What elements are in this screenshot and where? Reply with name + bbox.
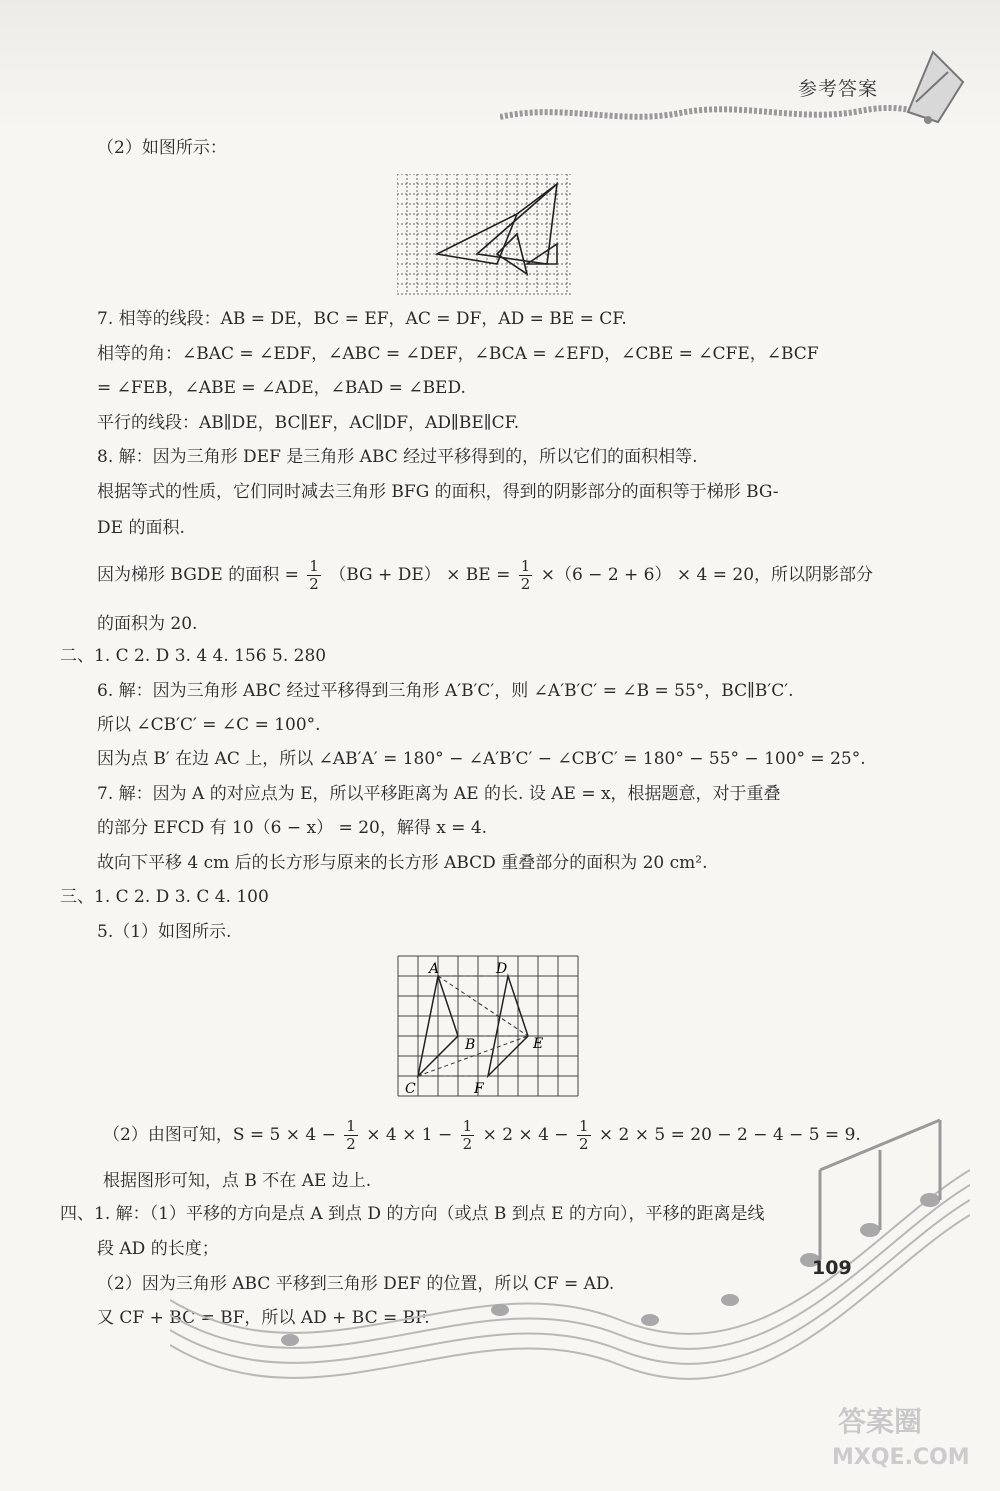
text-segment: （2）由图可知，S = 5 × 4 − xyxy=(103,1125,336,1145)
section-two-answers: 二、1. C 2. D 3. 4 4. 156 5. 280 xyxy=(60,646,327,666)
watermark-logo: 答案圈 xyxy=(838,1405,923,1438)
fraction: $\frac{1}{2}$ xyxy=(520,557,531,593)
formula-line xyxy=(97,558,873,593)
text-line: 所以 ∠CB′C′ = ∠C = 100°. xyxy=(97,715,321,735)
text-segment: （BG + DE） × BE = xyxy=(329,565,511,585)
text-line: 段 AD 的长度； xyxy=(97,1239,219,1259)
text-line: （2）如图所示： xyxy=(97,138,227,158)
page-number: 109 xyxy=(812,1257,852,1279)
text-line: 7. 解：因为 A 的对应点为 E，所以平移距离为 AE 的长. 设 AE = x，根据题意，对于重叠 xyxy=(97,784,781,804)
text-line: 根据图形可知，点 B 不在 AE 边上. xyxy=(103,1171,372,1191)
text-line: 又 CF + BC = BF，所以 AD + BC = BF. xyxy=(97,1308,430,1328)
text-line: 平行的线段：AB∥DE，BC∥EF，AC∥DF，AD∥BE∥CF. xyxy=(97,413,520,433)
point-label-a: A xyxy=(429,961,440,977)
triangles xyxy=(437,184,557,274)
text-segment: 因为梯形 BGDE 的面积 = xyxy=(97,565,299,585)
fraction: $\frac{1}{2}$ xyxy=(346,1117,356,1153)
triangles xyxy=(418,976,528,1076)
header-title: 参考答案 xyxy=(797,78,878,100)
text-line: 5.（1）如图所示. xyxy=(97,922,232,942)
figure-translation-grid xyxy=(397,955,579,1097)
text-segment: × 2 × 5 = 20 − 2 − 4 − 5 = 9. xyxy=(598,1125,861,1145)
text-line: 的部分 EFCD 有 10（6 − x） = 20，解得 x = 4. xyxy=(97,818,488,838)
section-four-answer: 四、1. 解：（1）平移的方向是点 A 到点 D 的方向（或点 B 到点 E 的方向），平移的距离是线 xyxy=(60,1204,765,1224)
text-line: 6. 解：因为三角形 ABC 经过平移得到三角形 A′B′C′，则 ∠A′B′C′ = ∠B = 55°，BC∥B′C′. xyxy=(97,681,794,701)
fraction: $\frac{1}{2}$ xyxy=(309,557,319,593)
text-line: 根据等式的性质，它们同时减去三角形 BFG 的面积，得到的阴影部分的面积等于梯形 BG- xyxy=(97,482,779,502)
text-line: 相等的角：∠BAC = ∠EDF，∠ABC = ∠DEF，∠BCA = ∠EFD，∠CBE = ∠CFE，∠BCF xyxy=(97,344,819,364)
text-segment: × 2 × 4 − xyxy=(482,1125,569,1145)
point-label-e: E xyxy=(533,1036,544,1052)
fraction: $\frac{1}{2}$ xyxy=(462,1117,473,1153)
text-line: 故向下平移 4 cm 后的长方形与原来的长方形 ABCD 重叠部分的面积为 20 cm². xyxy=(97,853,708,873)
section-three-answers: 三、1. C 2. D 3. C 4. 100 xyxy=(60,887,269,907)
point-label-c: C xyxy=(405,1081,416,1097)
text-line: 的面积为 20. xyxy=(97,614,198,634)
text-line: 8. 解：因为三角形 DEF 是三角形 ABC 经过平移得到的，所以它们的面积相等. xyxy=(97,447,698,467)
watermark-url: MXQE.COM xyxy=(832,1445,970,1470)
text-line: （2）因为三角形 ABC 平移到三角形 DEF 的位置，所以 CF = AD. xyxy=(97,1274,615,1294)
fraction: $\frac{1}{2}$ xyxy=(578,1117,589,1153)
pencil-hat-icon xyxy=(888,42,978,132)
figure-triangles-grid xyxy=(397,174,572,296)
point-label-b: B xyxy=(465,1037,476,1053)
text-line: 7. 相等的线段：AB = DE，BC = EF，AC = DF，AD = BE = CF. xyxy=(97,309,627,329)
text-segment: × 4 × 1 − xyxy=(366,1125,453,1145)
header-wave-decoration xyxy=(500,95,920,135)
point-label-d: D xyxy=(496,961,508,977)
text-line: DE 的面积. xyxy=(97,518,185,538)
text-line: = ∠FEB，∠ABE = ∠ADE，∠BAD = ∠BED. xyxy=(97,378,466,398)
point-label-f: F xyxy=(474,1081,484,1097)
text-segment: ×（6 − 2 + 6） × 4 = 20，所以阴影部分 xyxy=(540,565,874,585)
text-line: 因为点 B′ 在边 AC 上，所以 ∠AB′A′ = 180° − ∠A′B′C′ − ∠CB′C′ = 180° − 55° − 100° = 25°. xyxy=(97,749,866,769)
